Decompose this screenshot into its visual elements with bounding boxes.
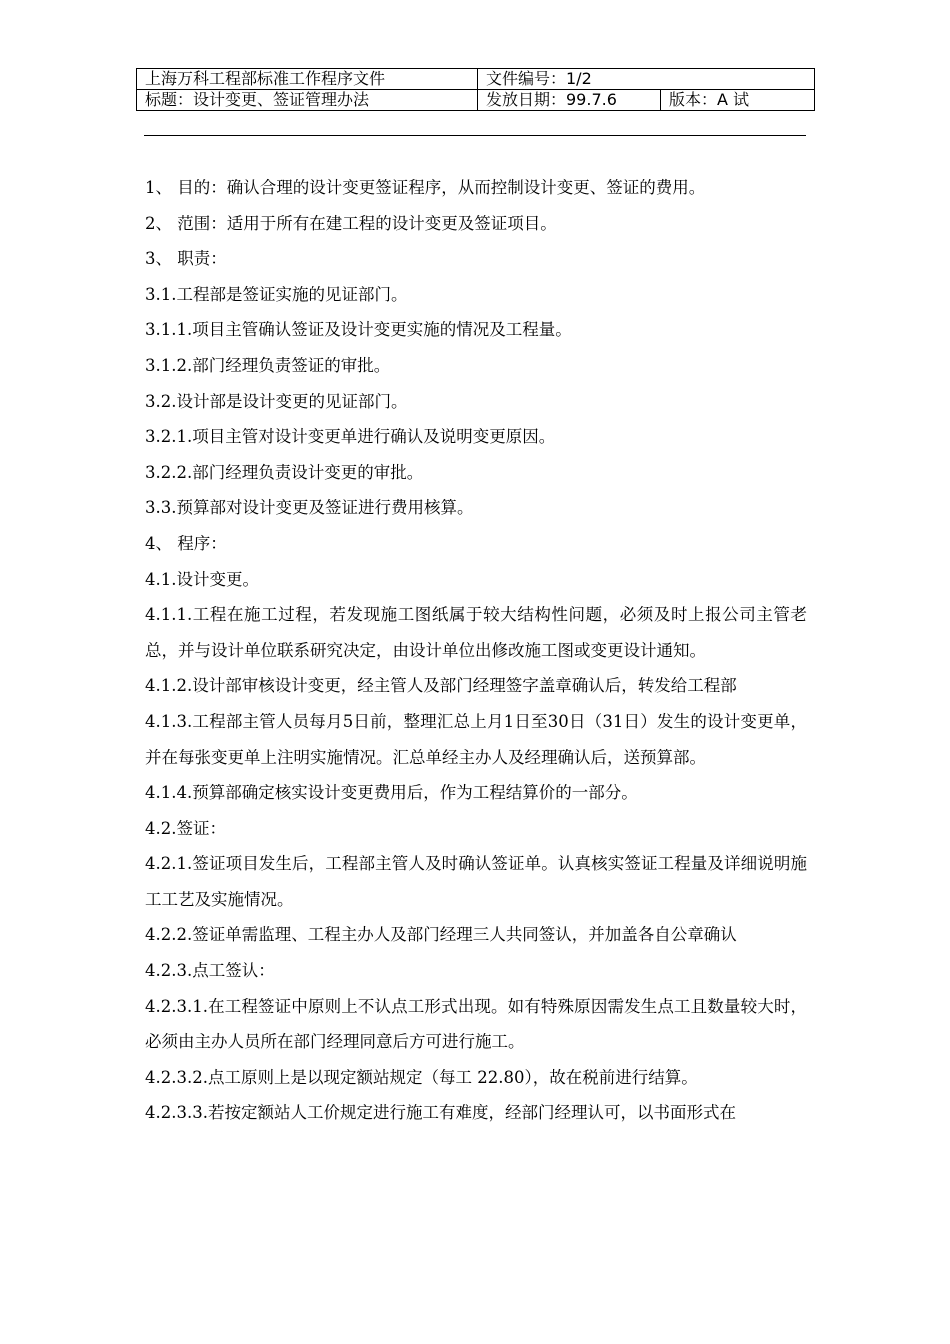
heading-responsibilities: 3、 职责： [145, 249, 227, 269]
paragraph-purpose: 1、 目的：确认合理的设计变更签证程序，从而控制设计变更、签证的费用。 [145, 178, 706, 197]
paragraph-4-1: 4.1.设计变更。 [145, 569, 259, 589]
paragraph-4-2: 4.2.签证： [145, 818, 226, 838]
paragraph-4-2-3-1: 4.2.3.1.在工程签证中原则上不认点工形式出现。如有特殊原因需发生点工且数量较大时，必须由主办人员所在部门经理同意后方可进行施工。 [145, 996, 807, 1052]
paragraph-3-1-1: 3.1.1.项目主管确认签证及设计变更实施的情况及工程量。 [145, 320, 572, 340]
paragraph-4-2-1: 4.2.1.签证项目发生后，工程部主管人及时确认签证单。认真核实签证工程量及详细说明施工工艺及实施情况。 [145, 854, 807, 909]
paragraph-4-2-3-3: 4.2.3.3.若按定额站人工价规定进行施工有难度，经部门经理认可，以书面形式在 [145, 1103, 736, 1123]
paragraph-3-2-1: 3.2.1.项目主管对设计变更单进行确认及说明变更原因。 [145, 427, 556, 447]
paragraph-3-2: 3.2.设计部是设计变更的见证部门。 [145, 391, 408, 411]
paragraph-4-1-3: 4.1.3.工程部主管人员每月5日前，整理汇总上月1日至30日（31日）发生的设计变更单，并在每张变更单上注明实施情况。汇总单经主办人及经理确认后，送预算部。 [145, 711, 807, 767]
version: 版本：A 试 [661, 90, 815, 111]
paragraph-scope: 2、 范围：适用于所有在建工程的设计变更及签证项目。 [145, 213, 557, 233]
heading-procedure: 4、 程序： [145, 533, 227, 553]
paragraph-3-3: 3.3.预算部对设计变更及签证进行费用核算。 [145, 498, 474, 518]
paragraph-4-2-3-2: 4.2.3.2.点工原则上是以现定额站规定（每工 22.80），故在税前进行结算。 [145, 1067, 698, 1087]
paragraph-3-1-2: 3.1.2.部门经理负责签证的审批。 [145, 355, 391, 375]
paragraph-4-1-1: 4.1.1.工程在施工过程，若发现施工图纸属于较大结构性问题，必须及时上报公司主管老总，并与设计单位联系研究决定，由设计单位出修改施工图或变更设计通知。 [145, 605, 807, 660]
paragraph-4-2-2: 4.2.2.签证单需监理、工程主办人及部门经理三人共同签认，并加盖各自公章确认 [145, 925, 737, 945]
document-title: 标题：设计变更、签证管理办法 [137, 90, 478, 111]
document-body [145, 170, 807, 1131]
company-doc-title: 上海万科工程部标准工作程序文件 [137, 69, 478, 90]
paragraph-4-1-2: 4.1.2.设计部审核设计变更，经主管人及部门经理签字盖章确认后，转发给工程部 [145, 676, 737, 696]
paragraph-4-1-4: 4.1.4.预算部确定核实设计变更费用后，作为工程结算价的一部分。 [145, 783, 638, 803]
paragraph-3-1: 3.1.工程部是签证实施的见证部门。 [145, 284, 408, 304]
paragraph-3-2-2: 3.2.2.部门经理负责设计变更的审批。 [145, 462, 424, 482]
header-divider [144, 135, 806, 136]
document-number: 文件编号：1/2 [478, 69, 815, 90]
document-header-table [136, 68, 815, 111]
paragraph-4-2-3: 4.2.3.点工签认： [145, 961, 275, 981]
issue-date: 发放日期：99.7.6 [478, 90, 661, 111]
